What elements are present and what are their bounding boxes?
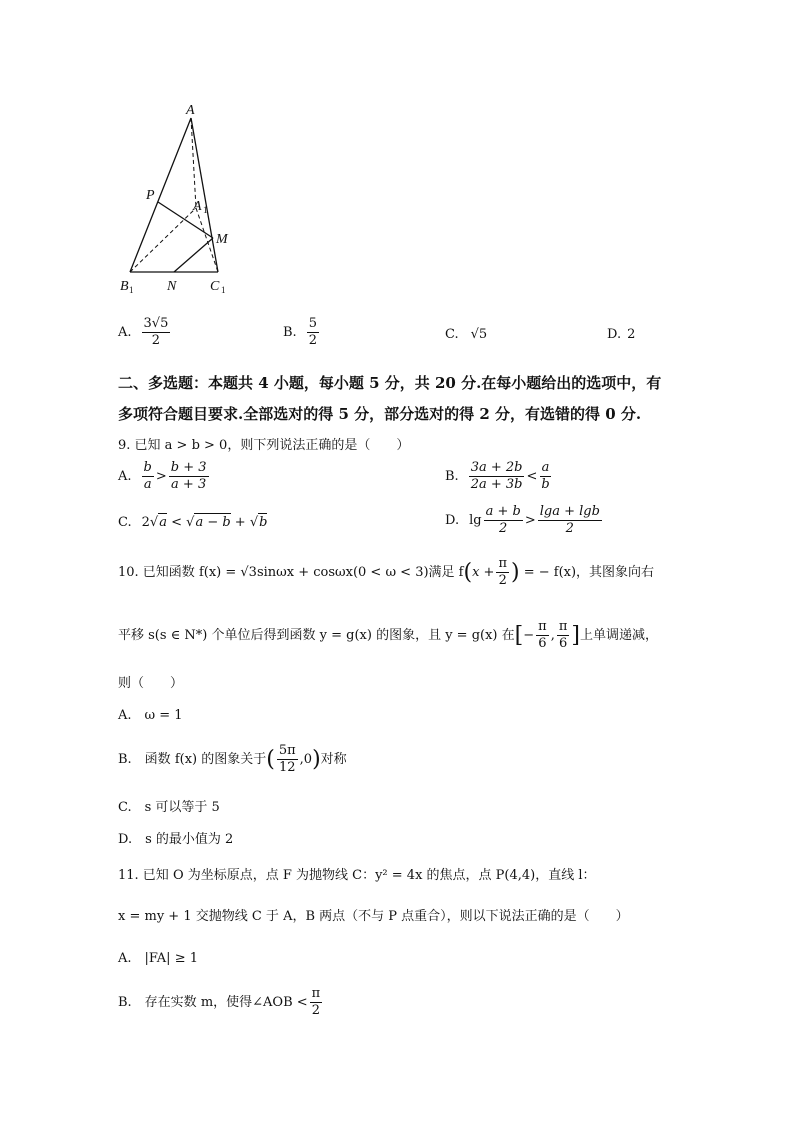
q10-option-b: B. 函数 f(x) 的图象关于 ( $\frac{5\pi}{12}$ ,0 ) 对称 [118,743,347,775]
q8-option-c-value: √5 [470,327,488,342]
label-A1: A [193,199,202,214]
label-P: P [146,188,155,203]
q10-option-c: C. s 可以等于 5 [118,800,220,815]
label-B1-sub: 1 [129,285,134,295]
label-A1-sub: 1 [203,205,208,215]
q9-option-b: B. $\frac{3a + 2b}{2a + 3b}$ < $\frac{a}{b}$ [445,460,550,492]
section2-heading-line1: 二、多选题：本题共 4 小题，每小题 5 分，共 20 分.在每小题给出的选项中，有 [118,374,662,392]
q8-option-a-label: A. [118,324,132,340]
q10-option-a: A. ω = 1 [118,708,183,723]
edge-B1-A1-dashed [130,208,196,272]
label-M: M [216,232,228,247]
q11-stem-line2: x = my + 1 交抛物线 C 于 A，B 两点（不与 P 点重合），则以下说法正确的是（ ） [118,909,629,924]
label-C1: C [210,279,220,294]
q8-option-b-label: B. [283,324,297,340]
edge-A-B1 [130,118,191,272]
section2-heading-line2: 多项符合题目要求.全部选对的得 5 分，部分选对的得 2 分，有选错的得 0 分. [118,405,642,423]
segment-N-M [174,238,213,272]
q10-option-d: D. s 的最小值为 2 [118,832,234,847]
q8-option-b [283,316,321,349]
q9-stem: 9. 已知 a > b > 0，则下列说法正确的是（ ） [118,438,410,453]
pyramid-figure [110,96,260,296]
q10-stem-line3: 则（ ） [118,676,184,691]
q8-option-a-fraction: $\frac{3√5}{2}$ [143,316,169,348]
q8-option-d-label: D. [607,327,622,342]
q8-option-c [445,326,487,344]
q8-option-b-fraction: $\frac{5}{2}$ [308,316,317,348]
q11-stem-line1: 11. 已知 O 为坐标原点，点 F 为抛物线 C：y² = 4x 的焦点，点 P(4,4)，直线 l： [118,868,596,883]
label-C1-sub: 1 [221,285,226,295]
q9-option-d: D. lg $\frac{a + b}{2}$ > $\frac{\lg a + \lg b}{2}$ [445,504,600,536]
edge-A1-C1-dashed [196,208,218,272]
q9-option-c: C. 2 √ a < √ a − b + √ b [118,514,268,530]
q9-option-a: A. $\frac{b}{a}$ > $\frac{b + 3}{a + 3}$ [118,460,207,492]
q10-stem-line2: 平移 s(s ∈ N*) 个单位后得到函数 y = g(x) 的图象，且 y = g(x) 在 [ − $\frac{\pi}{6}$ , $\frac{\pi}{6}$ ] 上单调递减， [118,619,658,651]
q8-option-d-value: 2 [627,327,636,342]
q8-option-a [118,316,172,349]
q8-option-d [607,326,635,344]
label-B1: B [120,279,129,294]
q11-option-b: B. 存在实数 m，使得∠AOB < $\frac{\pi}{2}$ [118,986,321,1018]
label-N: N [167,279,177,294]
q11-option-a: A. |FA| ≥ 1 [118,951,198,966]
q8-option-c-label: C. [445,327,459,342]
q10-stem-line1: 10. 已知函数 f(x) = √3sinωx + cosωx(0 < ω < 3)满足 f ( x + $\frac{\pi}{2}$ ) = − f(x)，其图象向右 [118,556,655,588]
label-A: A [186,103,195,118]
